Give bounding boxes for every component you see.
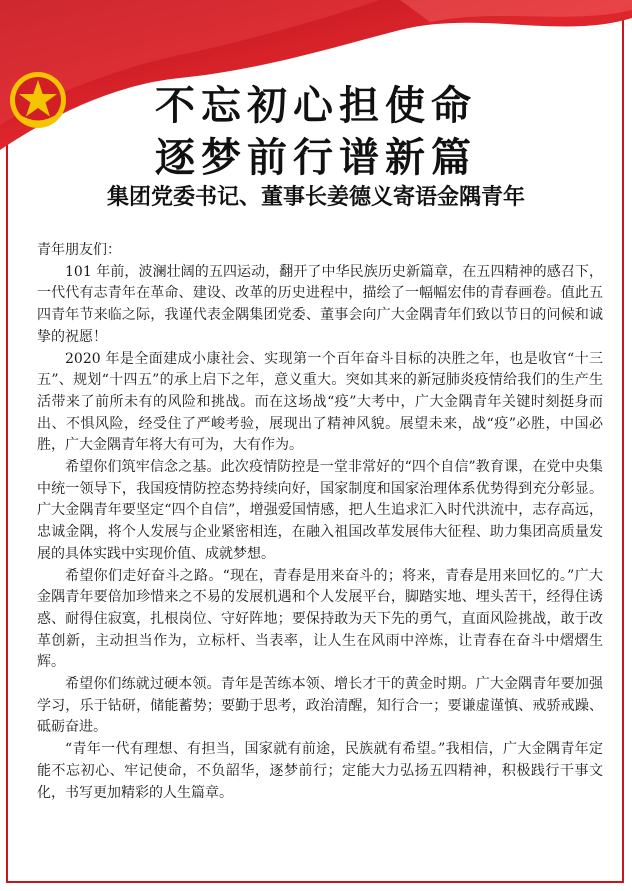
main-title-line-2: 逐梦前行谱新篇 (155, 134, 477, 181)
paragraph-4: 希望你们走好奋斗之路。“现在，青春是用来奋斗的；将来，青春是用来回忆的。”广大金隅青年要倍加珍惜来之不易的发展机遇和个人发展平台，脚踏实地、埋头苦干，经得住诱惑、耐得住寂寞，扎根岗位、守好阵地；要保持敢为天下先的勇气，直面风险挑战，敢于改革创新，主动担当作为，立标杆、当表率，让人生在风雨中淬炼，让青春在奋斗中熠熠生辉。 (37, 567, 603, 671)
subtitle: 集团党委书记、董事长姜德义寄语金隅青年 (106, 185, 525, 210)
paragraph-5: 希望你们练就过硬本领。青年是苦练本领、增长才干的黄金时期。广大金隅青年要加强学习，乐于钻研，储能蓄势；要勤于思考，政治清醒，知行合一；要谦虚谨慎、戒骄戒躁、砥砺奋进。 (37, 676, 603, 736)
letter-body (37, 240, 603, 804)
main-title-line-1: 不忘初心担使命 (155, 82, 477, 129)
paragraph-6: “青年一代有理想、有担当，国家就有前途，民族就有希望。”我相信，广大金隅青年定能不忘初心、牢记使命，不负韶华，逐梦前行；定能大力弘扬五四精神，积极践行干事文化，书写更加精彩的人生篇章。 (37, 741, 603, 801)
paragraph-2: 2020 年是全面建成小康社会、实现第一个百年奋斗目标的决胜之年，也是收官“十三五”、规划“十四五”的承上启下之年，意义重大。突如其来的新冠肺炎疫情给我们的生产生活带来了前所未有的风险和挑战。而在这场战“疫”大考中，广大金隅青年关键时刻挺身而出、不惧风险，经受住了严峻考验，展现出了精神风貌。展望未来，战“疫”必胜，中国必胜，广大金隅青年将大有可为，大有作为。 (37, 350, 603, 454)
greeting: 青年朋友们： (37, 242, 121, 258)
paragraph-3: 希望你们筑牢信念之基。此次疫情防控是一堂非常好的“四个自信”教育课，在党中央集中统一领导下，我国疫情防控态势持续向好，国家制度和国家治理体系优势得到充分彰显。广大金隅青年要坚定“四个自信”，增强爱国情感，把人生追求汇入时代洪流中，志存高远，忠诚金隅，将个人发展与企业紧密相连，在融入祖国改革发展伟大征程、助力集团高质量发展的具体实践中实现价值、成就梦想。 (37, 459, 603, 562)
paragraph-1: 101 年前，波澜壮阔的五四运动，翻开了中华民族历史新篇章，在五四精神的感召下，一代代有志青年在革命、建设、改革的历史进程中，描绘了一幅幅宏伟的青春画卷。值此五四青年节来临之际，我谨代表金隅集团党委、董事会向广大金隅青年们致以节日的问候和诚挚的祝愿！ (37, 263, 603, 345)
